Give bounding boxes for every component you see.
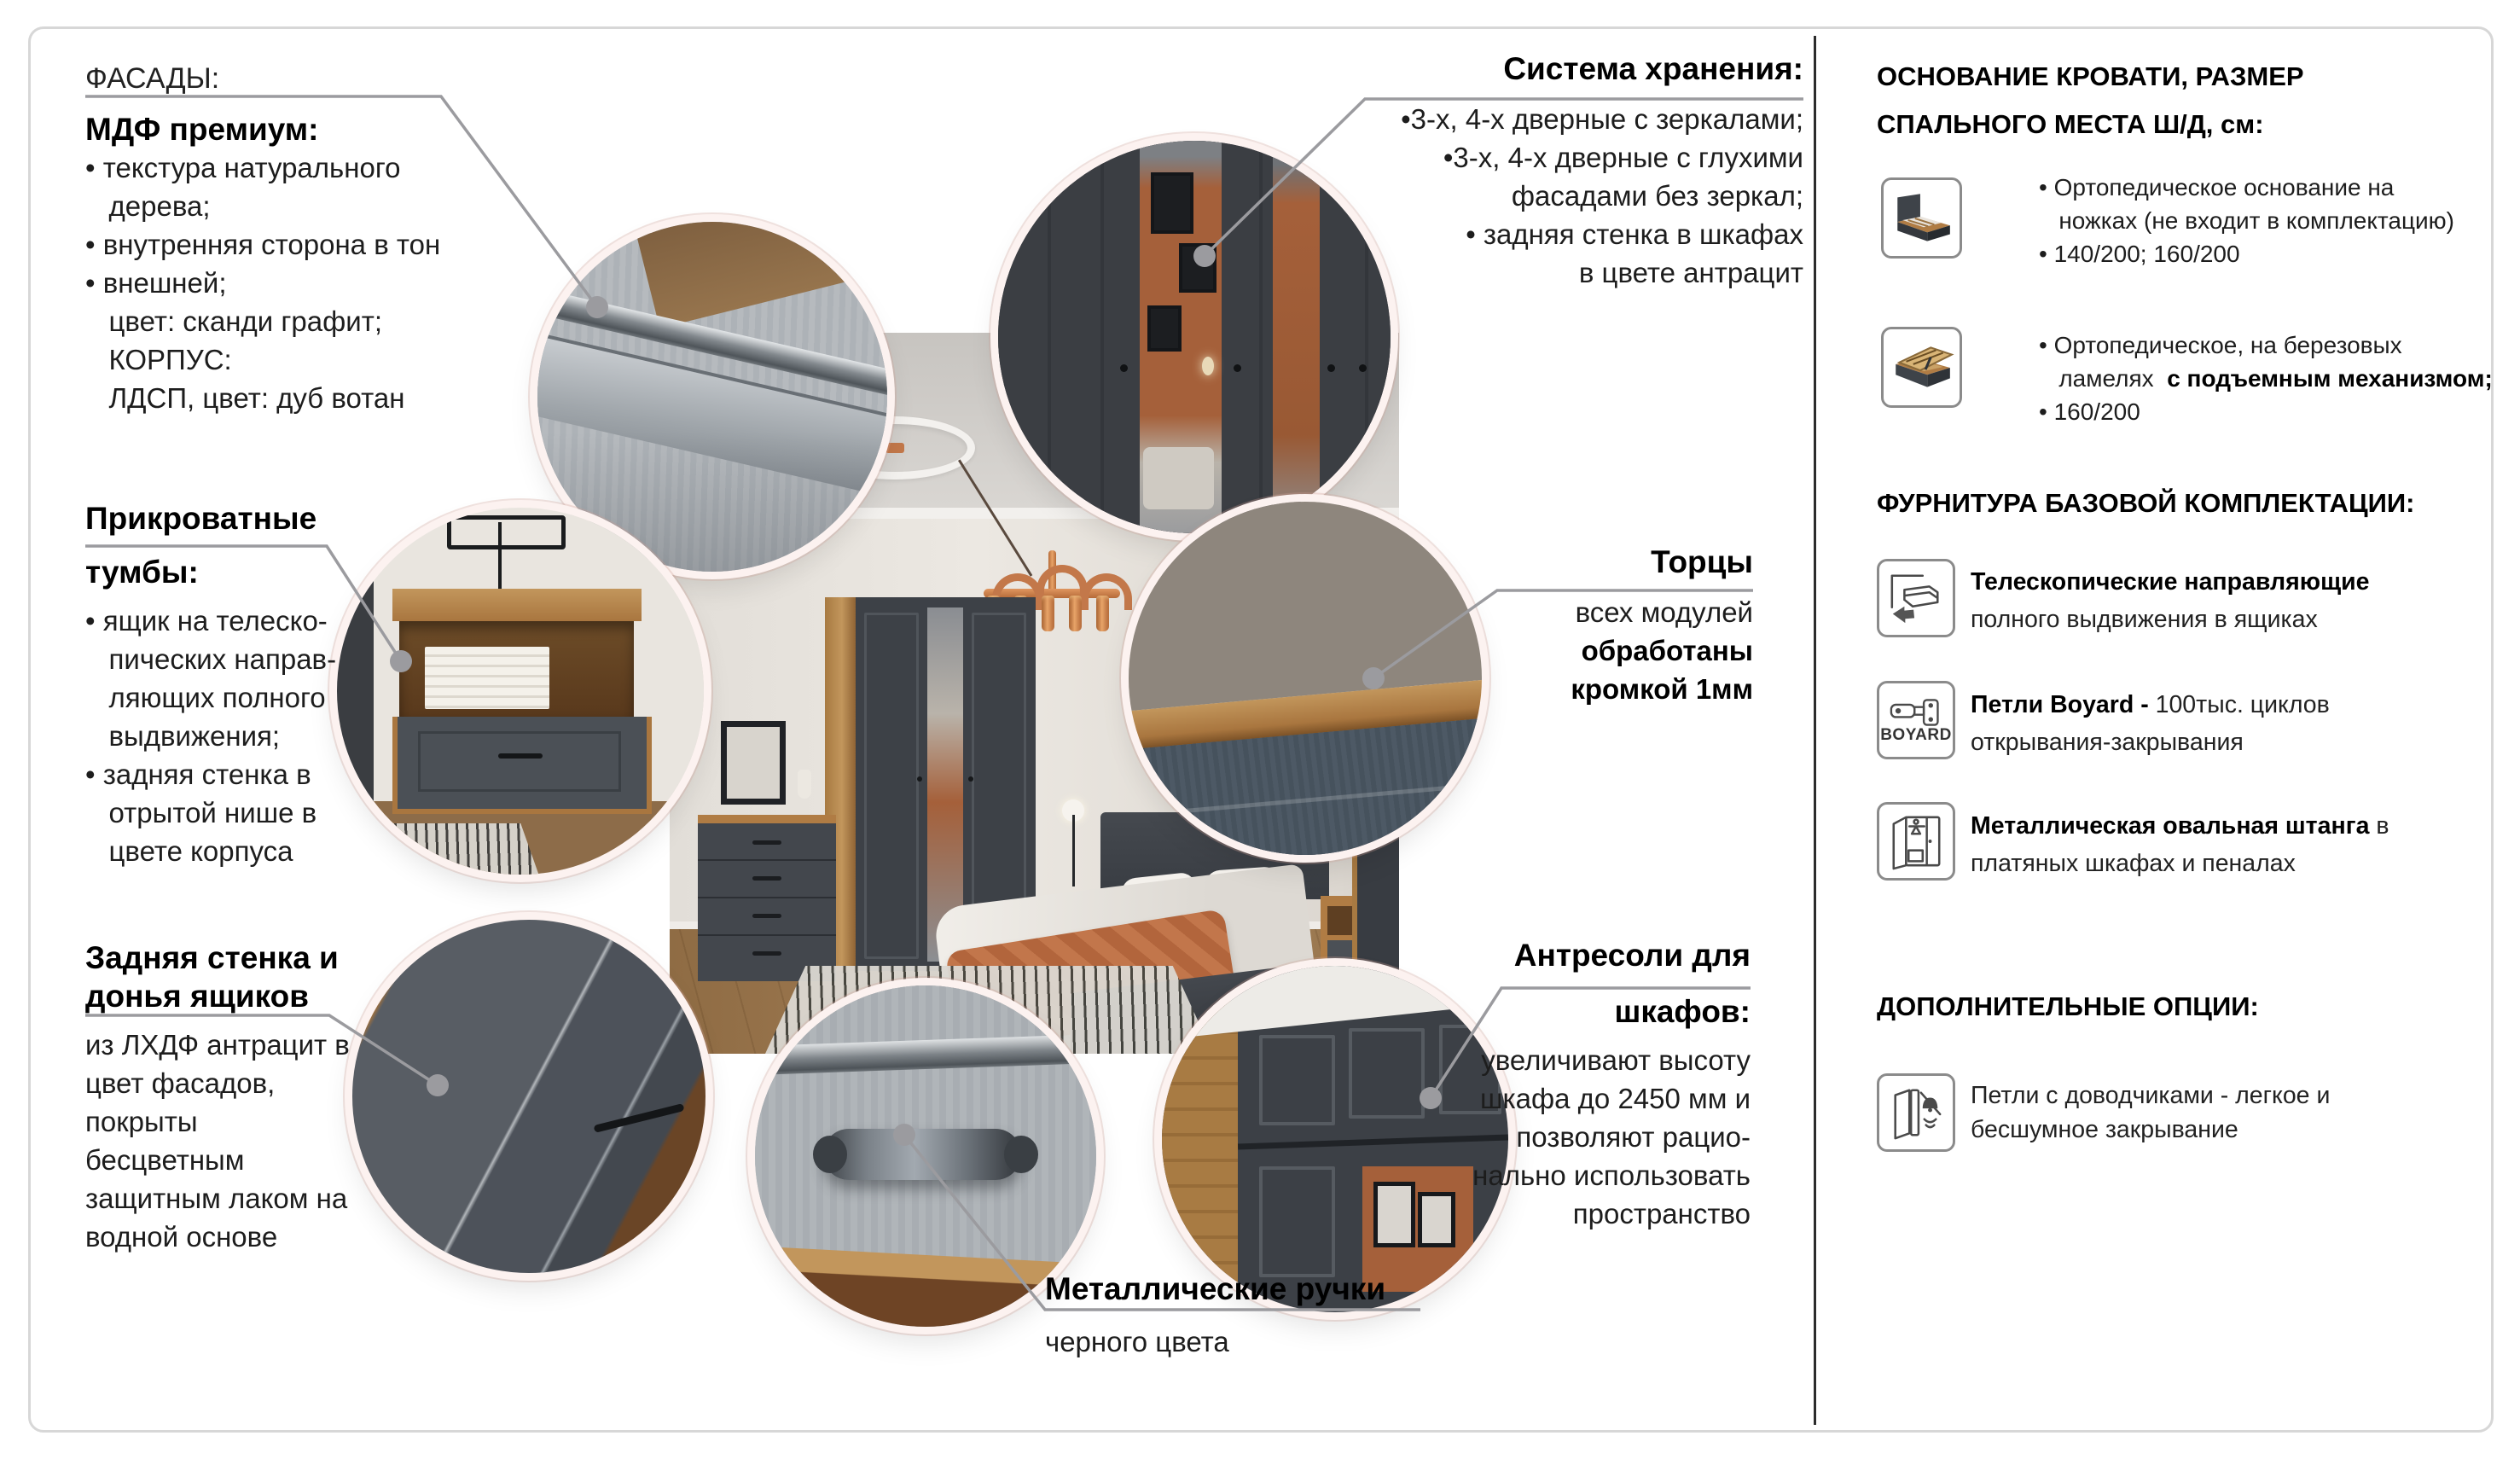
fitting-slides-rest: полного выдвижения в ящиках xyxy=(1971,606,2318,633)
mezzanine-lines: увеличивают высоту шкафа до 2450 мм и позволяют рацио- нально использовать пространство xyxy=(1472,1044,1751,1229)
bed-base-header: ОСНОВАНИЕ КРОВАТИ, РАЗМЕР СПАЛЬНОГО МЕСТА Ш/Д, см: xyxy=(1877,61,2304,139)
option-closers-line-2: бесшумное закрывание xyxy=(1971,1116,2238,1143)
fitting-shtanga-rest1: в xyxy=(2369,812,2389,840)
back-panels-lines: из ЛХДФ антрацит в цвет фасадов, покрыты бесцветным защитным лаком на водной основе xyxy=(85,1029,350,1253)
facades-title: МДФ премиум: xyxy=(85,112,319,147)
door-closer-icon xyxy=(1877,1073,1955,1152)
bed-lift-line-2-bold: с подъемным механизмом; xyxy=(2167,365,2493,392)
drawer-slides-icon xyxy=(1877,559,1955,637)
nightstands-title-2: тумбы: xyxy=(85,555,199,590)
bed-lift-icon xyxy=(1881,327,1962,408)
option-closers-line-1: Петли с доводчиками - легкое и xyxy=(1971,1082,2331,1109)
bed-lift-line-3: • 160/200 xyxy=(2039,398,2140,425)
handles-block xyxy=(1045,1270,1437,1361)
fitting-shtanga-bold: Металлическая овальная штанга xyxy=(1971,812,2370,840)
options-header: ДОПОЛНИТЕЛЬНЫЕ ОПЦИИ: xyxy=(1877,991,2259,1021)
fitting-slides xyxy=(1971,563,2465,638)
storage-block xyxy=(1326,49,1803,292)
fitting-hinges-rest1: 100тыс. циклов xyxy=(2155,691,2330,718)
bed-lift-item xyxy=(2039,328,2493,428)
back-panels-block xyxy=(85,939,452,1256)
mezzanine-title-2: шкафов: xyxy=(1614,994,1751,1029)
mezzanine-title-1: Антресоли для xyxy=(1513,938,1751,973)
edges-line-1: всех модулей xyxy=(1575,596,1753,628)
fitting-shtanga xyxy=(1971,807,2465,882)
fitting-hinges-bold: Петли Boyard - xyxy=(1971,691,2156,718)
mezzanine-block xyxy=(1384,936,1751,1233)
facades-lines: • текстура натурального дерева; • внутренняя сторона в тон • внешней; цвет: сканди графит; КОРПУС: ЛДСП, цвет: дуб вотан xyxy=(85,152,441,414)
back-panels-title-1: Задняя стенка и xyxy=(85,940,339,975)
storage-title: Система хранения: xyxy=(1503,51,1803,86)
chest-of-drawers xyxy=(698,815,836,981)
edges-title: Торцы xyxy=(1651,544,1753,579)
option-closers xyxy=(1971,1078,2465,1147)
nightstands-lines: • ящик на телеско- пических направ- ляющих полного выдвижения; • задняя стенка в отрытой нише в цвете корпуса xyxy=(85,605,337,867)
nightstands-block xyxy=(85,499,452,870)
nightstands-title-1: Прикроватные xyxy=(85,501,317,536)
bed-lift-line-2: ламелях xyxy=(2039,365,2168,392)
bed-base-icon xyxy=(1881,177,1962,259)
facades-kicker: ФАСАДЫ: xyxy=(85,62,220,95)
fitting-shtanga-rest2: платяных шкафах и пеналах xyxy=(1971,850,2296,877)
wardrobe-shtanga-icon xyxy=(1877,802,1955,881)
fitting-slides-bold: Телескопические направляющие xyxy=(1971,568,2370,596)
facades-block xyxy=(85,60,486,417)
boyard-label: BOYARD xyxy=(1880,726,1952,744)
handles-title: Металлические ручки xyxy=(1045,1271,1386,1306)
edges-line-3: кромкой 1мм xyxy=(1571,673,1753,705)
section-separator xyxy=(1814,36,1816,1425)
back-panels-title-2: донья ящиков xyxy=(85,979,309,1014)
storage-lines: •3-х, 4-х дверные с зеркалами; •3-х, 4-х дверные с глухими фасадами без зеркал; • задняя стенка в шкафах в цвете антрацит xyxy=(1401,103,1803,288)
bed-lift-line-1: • Ортопедическое, на березовых xyxy=(2039,332,2402,358)
edges-line-2: обработаны xyxy=(1581,635,1753,666)
bed-base-item-1: • Ортопедическое основание на ножках (не входит в комплектацию) • 140/200; 160/200 xyxy=(2039,174,2455,267)
fitting-hinges-rest2: открывания-закрывания xyxy=(1971,729,2244,756)
fitting-hinges xyxy=(1971,686,2465,761)
edges-block xyxy=(1344,543,1753,708)
handles-subtitle: черного цвета xyxy=(1045,1326,1229,1357)
hinge-boyard-icon xyxy=(1877,681,1955,759)
fittings-header: ФУРНИТУРА БАЗОВОЙ КОМПЛЕКТАЦИИ: xyxy=(1877,488,2415,518)
